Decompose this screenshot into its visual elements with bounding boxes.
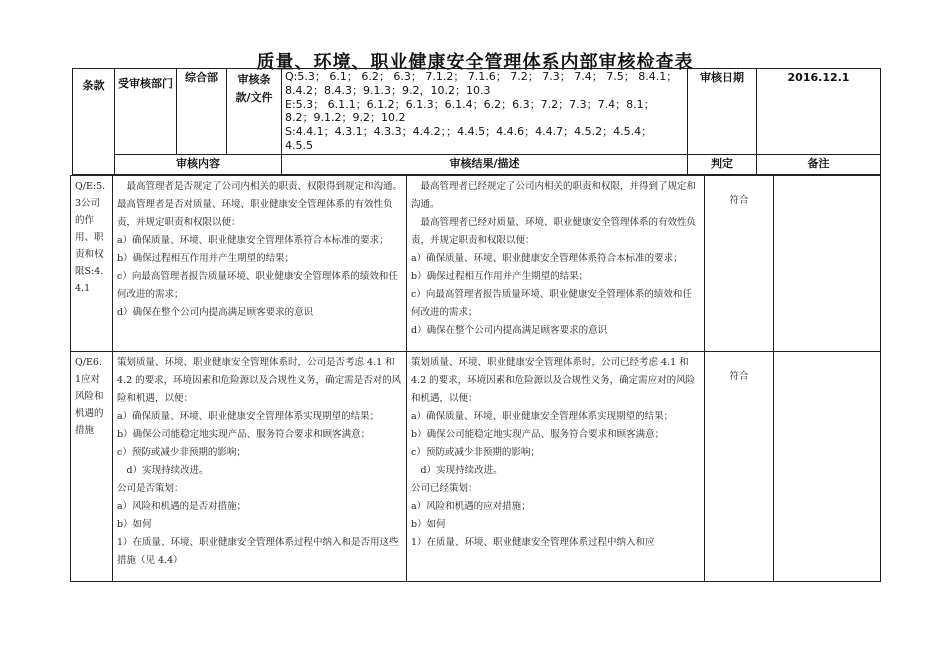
page-title: 质量、环境、职业健康安全管理体系内部审核检查表 (256, 52, 694, 73)
col-result-header: 审核结果/描述 (282, 154, 688, 174)
dept-value: 综合部 (177, 69, 227, 155)
note-cell (774, 352, 881, 582)
table-row (71, 352, 881, 582)
clause-label: 条款 (73, 69, 115, 175)
dept-label: 受审核部门 (115, 69, 177, 155)
col-content-header: 审核内容 (115, 154, 282, 174)
col-note-header: 备注 (757, 154, 881, 174)
verdict-cell: 符合 (705, 176, 774, 352)
table-row (71, 176, 881, 352)
date-value: 2016.12.1 (757, 69, 881, 155)
header-table (72, 68, 881, 175)
col-verdict-header: 判定 (688, 154, 757, 174)
standard-clauses: Q:5.3； 6.1； 6.2； 6.3； 7.1.2； 7.1.6； 7.2； 7.3； 7.4； 7.5； 8.4.1； 8.4.2；8.4.3；9.1.3；9.2，10.2；10.3 E:5.3； 6.1.1；6.1.2；6.1.3；6.1.4；6.2；6.3；7.2；7.3；7.4；8.1； 8.2；9.1.2；9.2；10.2 S:4.4.1；4.3.1；4.3.3；4.4.2；；4.4.5；4.4.6；4.4.7；4.5.2；4.5.4； 4.5.5 (282, 69, 688, 155)
content-cell: 策划质量、环境、职业健康安全管理体系时，公司是否考虑 4.1 和 4.2 的要求，环境因素和危险源以及合规性义务，确定需是否对的风险和机遇，以便： a）确保质量、环境、职业健康安全管理体系实现期望的结果； b）确保公司能稳定地实现产品、服务符合要求和顾客满意； c）预防或减少非预期的影响； d）实现持续改进。 公司是否策划： a）风险和机遇的是否对措施； b）如何 1）在质量、环境、职业健康安全管理体系过程中纳入和是否用这些措施（见 4.4） (113, 352, 407, 582)
result-cell: 策划质量、环境、职业健康安全管理体系时，公司已经考虑 4.1 和 4.2 的要求，环境因素和危险源以及合规性义务，确定需应对的风险和机遇，以便： a）确保质量、环境、职业健康安全管理体系实现期望的结果； b）确保公司能稳定地实现产品、服务符合要求和顾客满意； c）预防或减少非预期的影响； d）实现持续改进。 公司已经策划： a）风险和机遇的应对措施； b）如何 1）在质量、环境、职业健康安全管理体系过程中纳入和应 (407, 352, 705, 582)
verdict-cell: 符合 (705, 352, 774, 582)
audit-table (70, 175, 881, 582)
date-label: 审核日期 (688, 69, 757, 155)
clause-cell: Q/E6.1应对风险和机遇的措施 (71, 352, 113, 582)
content-cell: 最高管理者是否规定了公司内相关的职责、权限得到规定和沟通。 最高管理者是否对质量、环境、职业健康安全管理体系的有效性负责，并规定职责和权限以便： a）确保质量、环境、职业健康安全管理体系符合本标准的要求； b）确保过程相互作用并产生期望的结果； c）向最高管理者报告质量环境、职业健康安全管理体系的绩效和任何改进的需求； d）确保在整个公司内提高满足顾客要求的意识 (113, 176, 407, 352)
clause-cell: Q/E:5.3公司的作用、职责和权限S:4.4.1 (71, 176, 113, 352)
note-cell (774, 176, 881, 352)
result-cell: 最高管理者已经规定了公司内相关的职责和权限，并得到了规定和沟通。 最高管理者已经对质量、环境、职业健康安全管理体系的有效性负责，并规定职责和权限以便： a）确保质量、环境、职业健康安全管理体系符合本标准的要求； b）确保过程相互作用并产生期望的结果； c）向最高管理者报告质量环境、职业健康安全管理体系的绩效和任何改进的需求； d）确保在整个公司内提高满足顾客要求的意识 (407, 176, 705, 352)
doc-label: 审核条款/文件 (227, 69, 282, 155)
